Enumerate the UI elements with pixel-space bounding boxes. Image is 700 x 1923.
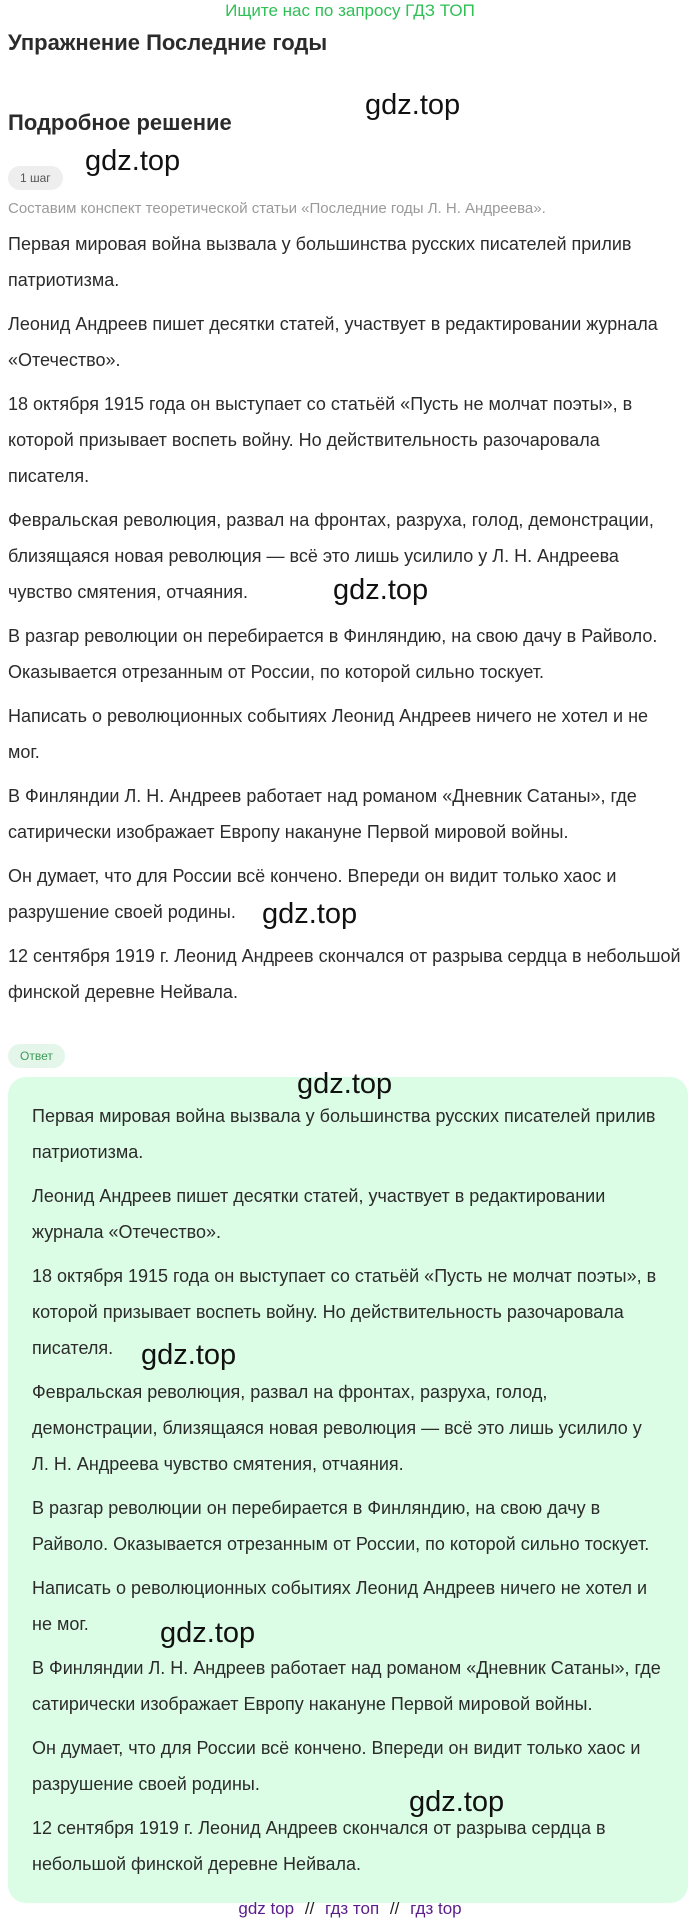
answer-paragraph: В Финляндии Л. Н. Андреев работает над романом «Дневник Сатаны», где сатирически изображает Европу накануне Первой мировой войны.: [32, 1658, 661, 1714]
page-title: Упражнение Последние годы: [8, 30, 328, 55]
footer-link[interactable]: гдз top: [410, 1899, 462, 1918]
solution-paragraph: Леонид Андреев пишет десятки статей, участвует в редактировании журнала «Отечество».: [8, 314, 658, 370]
answer-paragraph: Февральская революция, развал на фронтах, разруха, голод, демонстрации, близящаяся новая революция — всё это лишь усилило у Л. Н. Андреева чувство смятения, отчаяния.: [32, 1382, 642, 1474]
watermark: gdz.top: [141, 1339, 237, 1371]
search-hint-banner: Ищите нас по запросу ГДЗ ТОП: [225, 1, 475, 20]
answer-paragraph: Написать о революционных событиях Леонид Андреев ничего не хотел и не мог.: [32, 1578, 648, 1634]
footer-link[interactable]: гдз топ: [325, 1899, 380, 1918]
answer-paragraph: В разгар революции он перебирается в Финляндию, на свою дачу в Райволо. Оказывается отрезанным от России, по которой сильно тоскует.: [32, 1498, 650, 1554]
answer-paragraph: Он думает, что для России всё кончено. Впереди он видит только хаос и разрушение своей родины.: [32, 1738, 641, 1794]
solution-paragraph: В Финляндии Л. Н. Андреев работает над романом «Дневник Сатаны», где сатирически изображает Европу накануне Первой мировой войны.: [8, 786, 637, 842]
answer-paragraph: 12 сентября 1919 г. Леонид Андреев скончался от разрыва сердца в небольшой финской деревне Нейвала.: [32, 1818, 606, 1874]
solution-paragraph: Февральская революция, развал на фронтах, разруха, голод, демонстрации, близящаяся новая революция — всё это лишь усилило у Л. Н. Андреева чувство смятения, отчаяния.: [8, 510, 654, 602]
step-note: Составим конспект теоретической статьи «Последние годы Л. Н. Андреева».: [8, 200, 546, 217]
solution-paragraph: Первая мировая война вызвала у большинства русских писателей прилив патриотизма.: [8, 234, 632, 290]
watermark: gdz.top: [333, 574, 429, 606]
step-badge: 1 шаг: [8, 166, 63, 190]
footer-separator: //: [389, 1899, 400, 1918]
watermark: gdz.top: [85, 145, 181, 177]
answer-paragraph: Первая мировая война вызвала у большинства русских писателей прилив патриотизма.: [32, 1106, 656, 1162]
section-title: Подробное решение: [8, 110, 232, 135]
watermark: gdz.top: [297, 1068, 393, 1100]
watermark: gdz.top: [409, 1786, 505, 1818]
solution-paragraph: Написать о революционных событиях Леонид Андреев ничего не хотел и не мог.: [8, 706, 649, 762]
answer-paragraph: Леонид Андреев пишет десятки статей, участвует в редактировании журнала «Отечество».: [32, 1186, 606, 1242]
answer-text: [32, 1098, 662, 1890]
footer-link[interactable]: gdz top: [238, 1899, 295, 1918]
watermark: gdz.top: [262, 898, 358, 930]
solution-paragraph: 18 октября 1915 года он выступает со статьёй «Пусть не молчат поэты», в которой призывает воспеть войну. Но действительность разочаровала писателя.: [8, 394, 633, 486]
solution-paragraph: 12 сентября 1919 г. Леонид Андреев скончался от разрыва сердца в небольшой финской деревне Нейвала.: [8, 946, 681, 1002]
answer-paragraph: 18 октября 1915 года он выступает со статьёй «Пусть не молчат поэты», в которой призывает воспеть войну. Но действительность разочаровала писателя.: [32, 1266, 657, 1358]
footer-separator: //: [304, 1899, 315, 1918]
watermark: gdz.top: [160, 1617, 256, 1649]
footer-links: [0, 1897, 700, 1921]
answer-badge: Ответ: [8, 1044, 65, 1068]
watermark: gdz.top: [365, 89, 461, 121]
solution-paragraph: Он думает, что для России всё кончено. Впереди он видит только хаос и разрушение своей родины.: [8, 866, 617, 922]
solution-paragraph: В разгар революции он перебирается в Финляндию, на свою дачу в Райволо. Оказывается отрезанным от России, по которой сильно тоскует.: [8, 626, 658, 682]
